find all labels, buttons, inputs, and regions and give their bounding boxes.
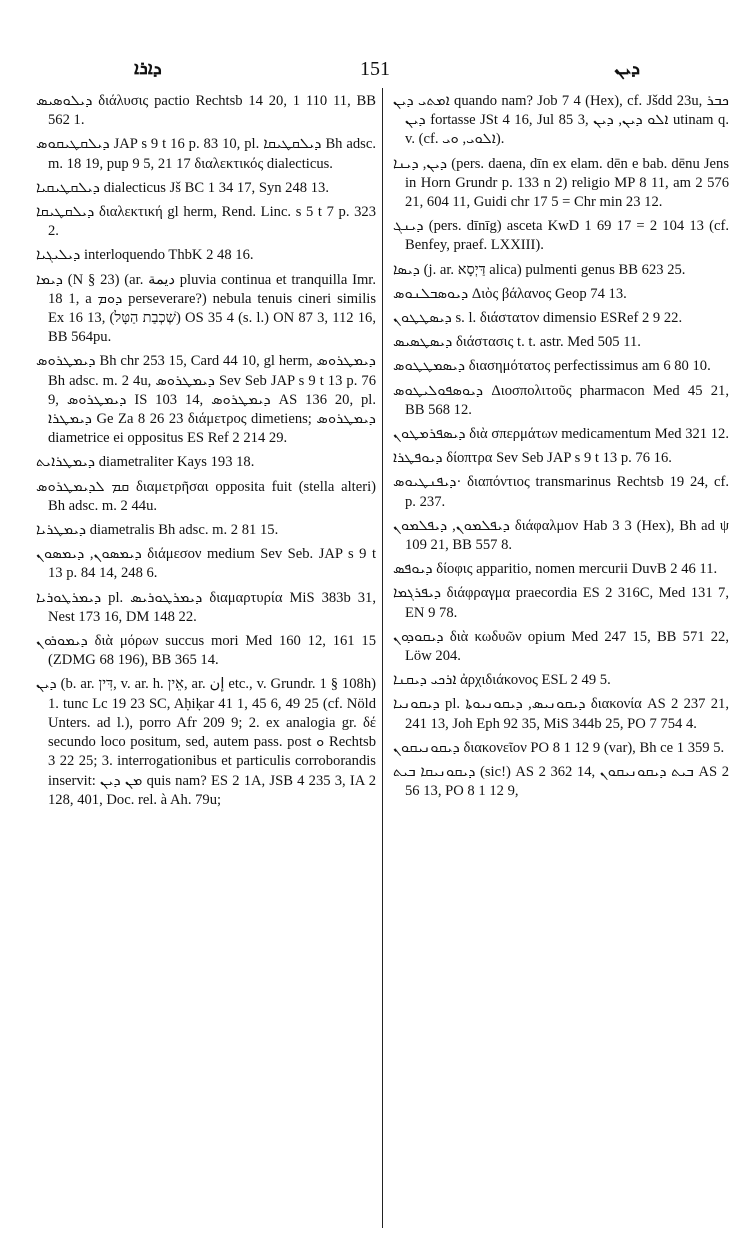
- dictionary-entry: ܕܝܘܦܛܪܐ δίοπτρα Sev Seb JAP s 9 t 13 p. 76 16.: [393, 450, 672, 467]
- page-header: [40, 58, 710, 84]
- column-divider: [382, 88, 383, 1228]
- dictionary-entry: ܩܡ ܠܕܝܡܛܪܘܣ διαμετρῆσαι opposita fuit (stella alteri) Bh adsc. m. 2 44u.: [36, 478, 376, 514]
- dictionary-entry: ܐܡܬܝ ܕܝܢ quando nam? Job 7 4 (Hex), cf. Jšdd 23u, ܟܒܪ ܕܝܢ fortasse JSt 4 16, Jul 85 3, ܐܠܘ ܕܝܢ, ܕܝܢ utinam q. v. (cf. ܐܠܘܝ, ܘܝ).: [393, 93, 730, 148]
- dictionary-entry: ܕܝܡܐ (N § 23) (ar. ديمة pluvia continua et tranquilla Imr. 18 1, a ܕܘܡ perseverare?) nebula tenuis cineri similis Ex 16 13, (שְׁכְבַת הַטָּל) OS 35 4 (s. l.) ON 87 3, 112 16, BB 564pu.: [36, 271, 376, 346]
- dictionary-entry: ܕܝܠܩܛܝܩܘܣ JAP s 9 t 16 p. 83 10, pl. ܕܝܠܩܛܝܩܐ Bh adsc. m. 18 19, pup 9 5, 21 17 διαλεκτικός dialecticus.: [36, 136, 376, 172]
- dictionary-entry: ܕܝܡܘܪܘܢ διὰ μόρων succus mori Med 160 12, 161 15 (ZDMG 68 196), BB 365 14.: [36, 633, 376, 669]
- page-number: 151: [360, 58, 390, 80]
- dictionary-entry: ܕܝܦܢܛܝܘܣ· διαπόντιος transmarinus Rechtsb 19 24, cf. p. 237.: [393, 474, 729, 510]
- dictionary-entry: ܕܝܩܘܢܝܩܐ ܒܝܬ (sic!) AS 2 362 14, ܒܝܬ ܕܝܩܘܢܝܩܘܢ AS 2 56 13, PO 8 1 12 9,: [393, 764, 729, 800]
- dictionary-entry: ܕܝܣܐ (j. ar. דַּיְסָא alica) pulmenti genus BB 623 25.: [393, 261, 686, 278]
- dictionary-entry: ܕܝܣܡܛܛܘܣ διασημότατος perfectissimus am 6 80 10.: [393, 358, 711, 375]
- dictionary-entry: ܕܝܩܘܢܝܩܘܢ διακονεῖον PO 8 1 12 9 (var), Bh ce 1 359 5.: [393, 739, 725, 756]
- dictionary-entry: ܕܝܢܓ (pers. dīnīg) asceta KwD 1 69 17 = 2 104 13 (cf. Benfey, praef. LXXIII).: [393, 218, 729, 254]
- running-head-left: ܕܐܪܐ: [134, 58, 162, 78]
- dictionary-entry: ܕܝܩܘܕܘܢ διὰ κωδυῶν opium Med 247 15, BB 571 22, Löw 204.: [393, 628, 729, 665]
- dictionary-entry: ܕܝܢ (b. ar. דִּין, v. ar. h. אֵין, ar. إن etc., v. Grundr. 1 § 108h) 1. tunc Lc 19 23 SC, Aḥiḳar 41 1, 45 6, 49 25 (cf. Nöld Unters. ad l.), porro Afr 209 9; 2. ex analogia gr. δέ secundo loco positum, sed, autem pass. post ܘ Rechtsb 3 22 25; 3. interrogationibus et particulis corroborandis inservit: ܡܢ ܕܝܢ quis nam? ES 2 1A, JSB 4 235 3, IA 2 128, 401, Doc. rel. à Ah. 79u;: [36, 676, 376, 808]
- dictionary-entry: ܕܝܦܠܡܘܢ, ܕܝܦܠܡܘܢ διάφαλμον Hab 3 3 (Hex), Bh ad ψ 109 21, BB 557 8.: [393, 517, 729, 554]
- dictionary-entry: ܕܝܩܘܢܝܐ pl. ܕܝܩܘܢܝܣ, ܕܝܩܘܢܝܘܬܐ διακονία AS 2 237 21, 241 13, Joh Eph 92 35, MiS 344b 25, PO 7 754 4.: [393, 696, 729, 732]
- left-column: [36, 92, 376, 815]
- dictionary-entry: ܕܝܦܪܓܡܐ διάφραγμα praecordia ES 2 316C, Med 131 7, EN 9 78.: [393, 585, 729, 621]
- dictionary-entry: ܕܝܠܩܛܝܩܝܐ dialecticus Jš BC 1 34 17, Syn 248 13.: [36, 179, 329, 196]
- dictionary-entry: ܕܝܣܛܣܝܣ διάστασις t. t. astr. Med 505 11.: [393, 334, 641, 351]
- dictionary-entry: ܕܝܡܛܪܘܣ Bh chr 253 15, Card 44 10, gl herm, ܕܝܡܛܪܘܣ Bh adsc. m. 2 4u, ܕܝܡܛܪܘܣ Sev Seb JAP s 9 t 13 p. 76 9, ܕܝܡܛܪܘܣ IS 103 14, ܕܝܡܛܪܘܣ AS 136 20, pl. ܕܝܡܛܪܐ Ge Za 8 26 23 διάμετρος dimetiens; ܕܝܡܛܪܘܣ diametrice ei oppositus ES Ref 2 214 29.: [36, 353, 377, 447]
- dictionary-entry: ܕܝܠܘܣܝܣ διάλυσις pactio Rechtsb 14 20, 1 110 11, BB 562 1.: [36, 93, 376, 129]
- dictionary-entry: ܕܝܢ, ܕܝܢܐ (pers. daena, dīn ex elam. dēn e bab. dēnu Jens in Horn Grundr p. 133 n 2) religio MP 8 11, am 2 576 21, 604 11, Guidi chr 17 5 = Chr min 23 12.: [393, 155, 729, 211]
- dictionary-entry: ܕܝܘܣܒܠܢܘܣ Διὸς βάλανος Geop 74 13.: [393, 285, 627, 302]
- dictionary-entry: ܕܝܘܦܣ δίοφις apparitio, nomen mercurii DuvB 2 46 11.: [393, 561, 718, 578]
- running-head-right: ܕܝܢ: [614, 58, 640, 78]
- dictionary-entry: ܕܝܠܝܓܝܐ interloquendo ThbK 2 48 16.: [36, 247, 254, 264]
- right-column: [393, 92, 729, 807]
- dictionary-entry: ܕܝܡܪܛܘܪܝܐ pl. ܕܝܡܪܛܘܪܝܣ διαμαρτυρία MiS 383b 31, Nest 173 16, DM 148 22.: [36, 589, 376, 625]
- dictionary-entry: ܕܝܘܣܦܘܠܝܛܘܣ Διοσπολιτοῦς pharmacon Med 45 21, BB 568 12.: [393, 382, 729, 418]
- dictionary-entry: ܕܝܣܛܛܘܢ s. l. διάστατον dimensio ESRef 2 9 22.: [393, 310, 683, 327]
- dictionary-entry: ܕܝܡܣܘܢ, ܕܝܡܣܘܢ διάμεσον medium Sev Seb. JAP s 9 t 13 p. 84 14, 248 6.: [36, 546, 376, 582]
- dictionary-entry: ܕܝܡܛܪܝܐ diametralis Bh adsc. m. 2 81 15.: [36, 522, 279, 539]
- dictionary-entry: ܕܝܣܦܪܡܛܘܢ διὰ σπερμάτων medicamentum Med 321 12.: [393, 426, 729, 443]
- dictionary-entry: ܕܝܠܩܛܝܩܐ διαλεκτική gl herm, Rend. Linc. s 5 t 7 p. 323 2.: [36, 204, 376, 240]
- dictionary-entry: ܐܪܟܝ ܕܝܩܢܐ ἀρχιδιάκονος ESL 2 49 5.: [393, 672, 611, 689]
- dictionary-entry: ܕܝܡܛܪܐܝܬ diametraliter Kays 193 18.: [36, 454, 255, 471]
